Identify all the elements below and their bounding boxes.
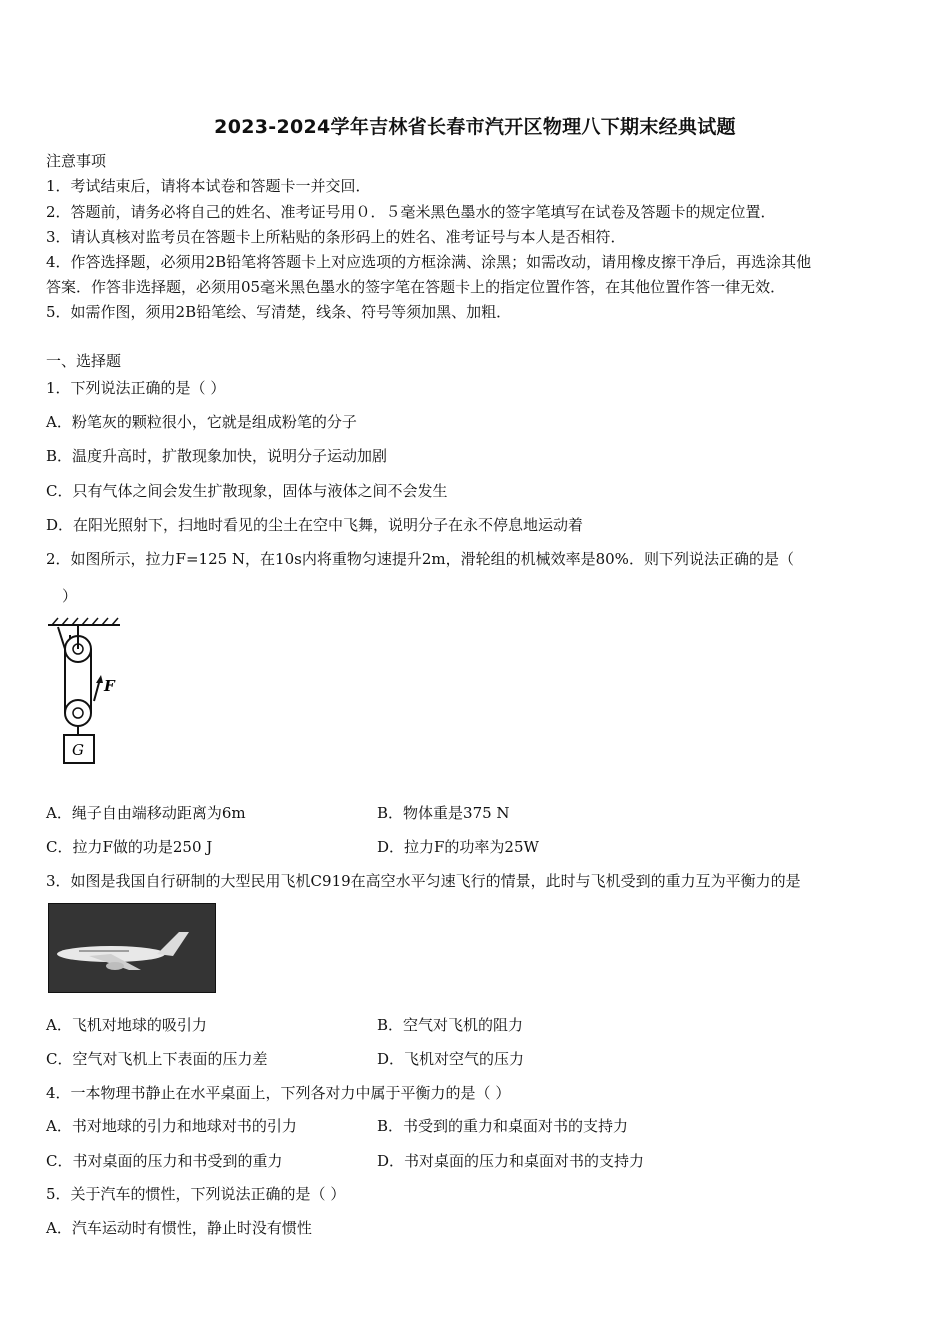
movable-pulley (65, 700, 91, 726)
question-1-option-a: A．粉笔灰的颗粒很小，它就是组成粉笔的分子 (46, 413, 357, 431)
question-2-stem: 2．如图所示，拉力F=125 N，在10s内将重物匀速提升2m，滑轮组的机械效率是80%．则下列说法正确的是（ (46, 550, 794, 568)
pulley-diagram (44, 615, 134, 767)
question-3-option-d: D．飞机对空气的压力 (377, 1050, 525, 1068)
question-3-option-a: A．飞机对地球的吸引力 (46, 1016, 207, 1034)
question-1-option-d: D．在阳光照射下，扫地时看见的尘土在空中飞舞，说明分子在永不停息地运动着 (46, 516, 584, 534)
question-4-option-c: C．书对桌面的压力和书受到的重力 (46, 1152, 283, 1170)
page-title: 2023-2024学年吉林省长春市汽开区物理八下期末经典试题 (214, 116, 736, 138)
airplane-photo (48, 903, 216, 993)
question-2-option-c: C．拉力F做的功是250 J (46, 838, 213, 856)
question-4-option-a: A．书对地球的引力和地球对书的引力 (46, 1117, 297, 1135)
force-label: F (104, 677, 115, 695)
question-2-option-a: A．绳子自由端移动距离为6m (46, 804, 246, 822)
question-3-option-c: C．空气对飞机上下表面的压力差 (46, 1050, 268, 1068)
question-5-option-a: A．汽车运动时有惯性，静止时没有惯性 (46, 1219, 312, 1237)
notice-item: 2．答题前，请务必将自己的姓名、准考证号用０．５毫米黑色墨水的签字笔填写在试卷及答题卡的规定位置． (46, 203, 776, 221)
notice-item: 5．如需作图，须用2B铅笔绘、写清楚，线条、符号等须加黑、加粗． (46, 303, 512, 321)
question-2-option-b: B．物体重是375 N (377, 804, 510, 822)
ceiling-hatch (52, 618, 118, 625)
rope (58, 627, 91, 735)
notice-item: 1．考试结束后，请将本试卷和答题卡一并交回． (46, 177, 371, 195)
airplane-icon (49, 904, 215, 992)
question-1-option-b: B．温度升高时，扩散现象加快，说明分子运动加剧 (46, 447, 388, 465)
notice-item: 3．请认真核对监考员在答题卡上所粘贴的条形码上的姓名、准考证号与本人是否相符． (46, 228, 626, 246)
question-2-stem-end: ） (62, 587, 78, 605)
question-5-stem: 5．关于汽车的惯性，下列说法正确的是（ ） (46, 1185, 346, 1203)
question-4-stem: 4．一本物理书静止在水平桌面上，下列各对力中属于平衡力的是（ ） (46, 1084, 511, 1102)
question-3-stem: 3．如图是我国自行研制的大型民用飞机C919在高空水平匀速飞行的情景，此时与飞机受到的重力互为平衡力的是 (46, 872, 801, 890)
notice-heading: 注意事项 (46, 152, 107, 170)
question-4-option-b: B．书受到的重力和桌面对书的支持力 (377, 1117, 629, 1135)
notice-item: 答案．作答非选择题，必须用05毫米黑色墨水的签字笔在答题卡上的指定位置作答，在其他位置作答一律无效． (46, 278, 786, 296)
question-2-option-d: D．拉力F的功率为25W (377, 838, 539, 856)
weight-label: G (72, 741, 84, 759)
notice-item: 4．作答选择题，必须用2B铅笔将答题卡上对应选项的方框涂满、涂黑；如需改动，请用橡皮擦干净后，再选涂其他 (46, 253, 812, 271)
question-3-option-b: B．空气对飞机的阻力 (377, 1016, 524, 1034)
question-4-option-d: D．书对桌面的压力和桌面对书的支持力 (377, 1152, 645, 1170)
question-1-option-c: C．只有气体之间会发生扩散现象，固体与液体之间不会发生 (46, 482, 448, 500)
section-heading: 一、选择题 (46, 352, 122, 370)
question-1-stem: 1．下列说法正确的是（ ） (46, 379, 226, 397)
